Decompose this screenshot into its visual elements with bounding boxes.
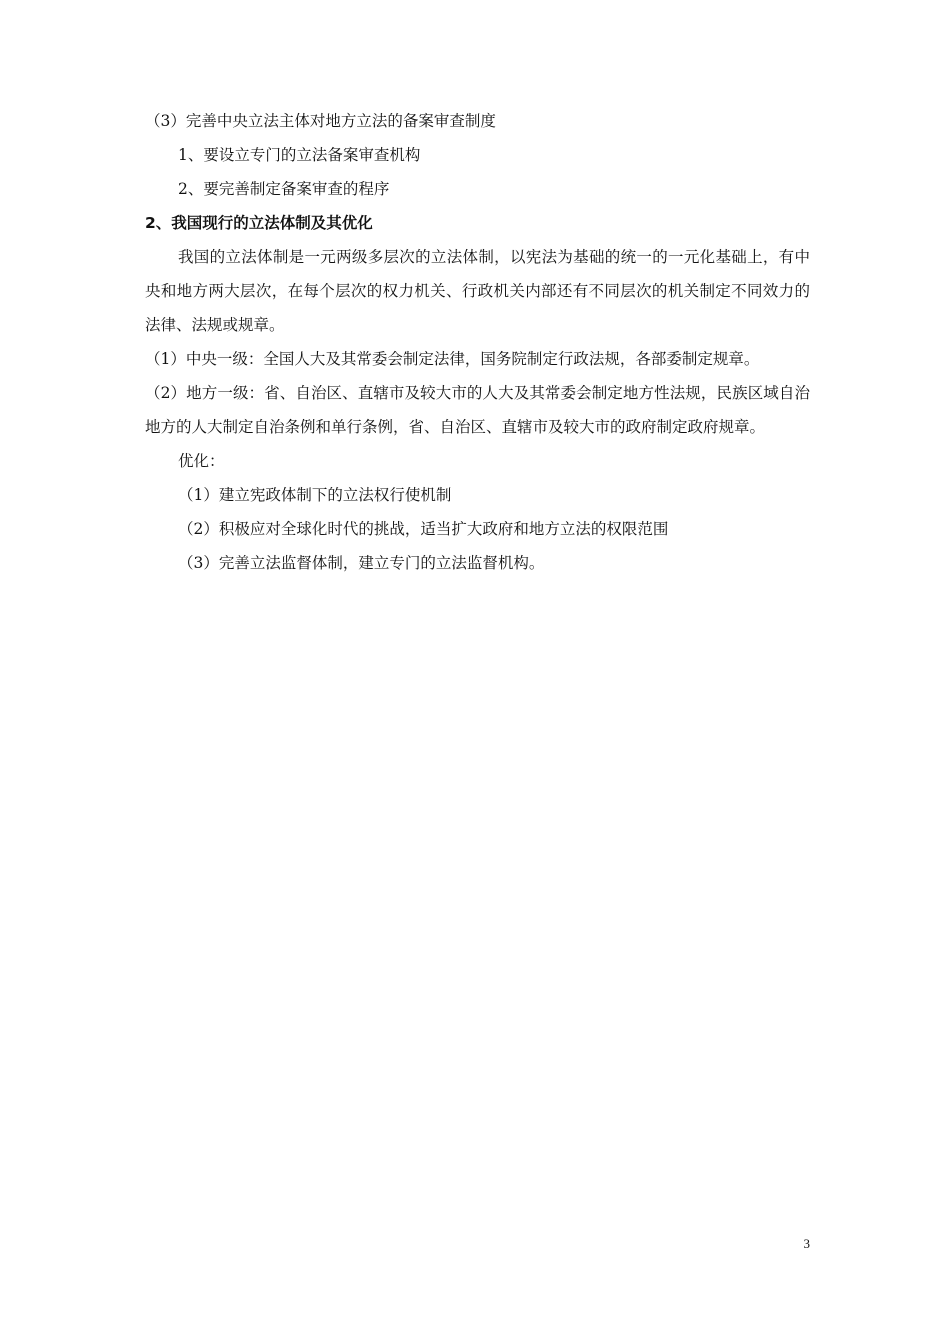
- intro-paragraph: 我国的立法体制是一元两级多层次的立法体制，以宪法为基础的统一的一元化基础上，有中央和地方两大层次，在每个层次的权力机关、行政机关内部还有不同层次的机关制定不同效力的法律、法规或规章。: [145, 248, 810, 334]
- item-filing-review-agency: 1、要设立专门的立法备案审查机构: [178, 146, 421, 164]
- level-central-paragraph: （1）中央一级：全国人大及其常委会制定法律，国务院制定行政法规，各部委制定规章。: [145, 350, 760, 368]
- section-heading: 2、我国现行的立法体制及其优化: [145, 214, 373, 232]
- item-filing-review-procedure: 2、要完善制定备案审查的程序: [178, 180, 390, 198]
- optimization-item-1: （1）建立宪政体制下的立法权行使机制: [178, 486, 452, 504]
- level-local-paragraph: （2）地方一级：省、自治区、直辖市及较大市的人大及其常委会制定地方性法规，民族区域自治地方的人大制定自治条例和单行条例，省、自治区、直辖市及较大市的政府制定政府规章。: [145, 384, 810, 436]
- optimization-item-2: （2）积极应对全球化时代的挑战，适当扩大政府和地方立法的权限范围: [178, 520, 669, 538]
- page-number: 3: [803, 1236, 810, 1251]
- item-filing-review-system: （3）完善中央立法主体对地方立法的备案审查制度: [145, 112, 496, 130]
- optimization-label: 优化：: [178, 452, 225, 470]
- document-body: [145, 104, 810, 580]
- optimization-item-3: （3）完善立法监督体制，建立专门的立法监督机构。: [178, 554, 545, 572]
